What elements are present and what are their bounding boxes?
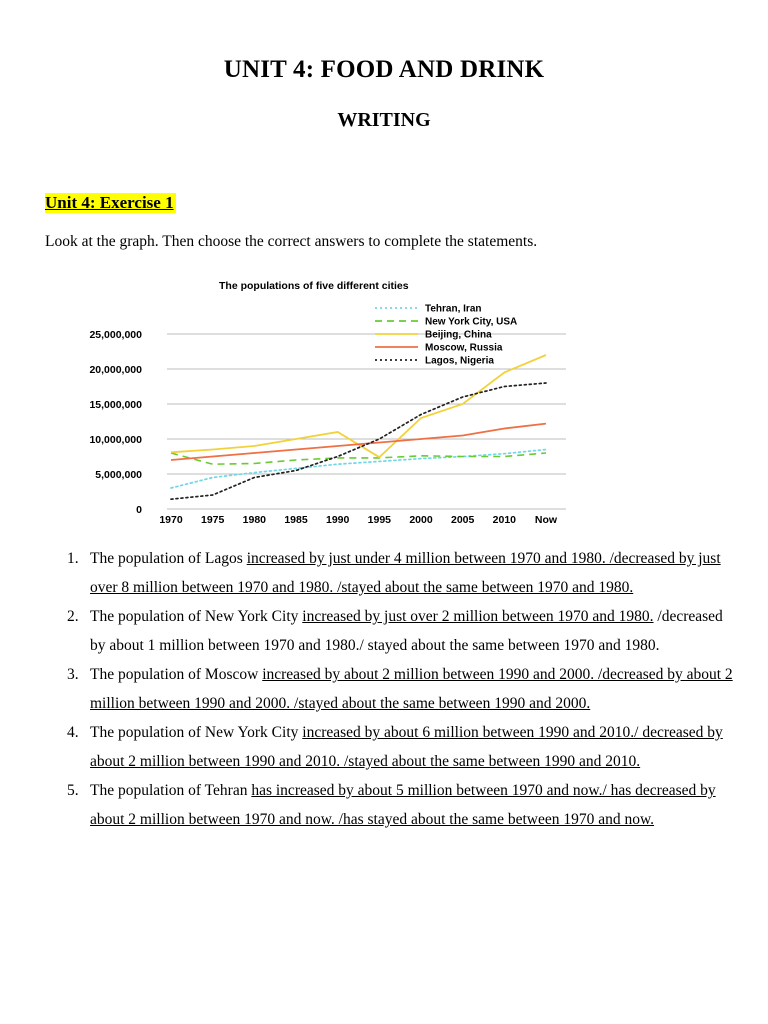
question-number: 2. (67, 608, 79, 625)
y-tick-label: 10,000,000 (89, 434, 142, 446)
legend-label: Moscow, Russia (425, 342, 503, 354)
question-item (45, 776, 735, 834)
question-prompt: The population of New York City (90, 608, 303, 625)
question-prompt: The population of New York City (90, 724, 303, 741)
x-tick-label: 2005 (450, 514, 475, 526)
y-tick-label: 25,000,000 (89, 329, 142, 341)
question-item (45, 544, 735, 602)
x-tick-label: 1980 (242, 514, 267, 526)
question-number: 3. (67, 666, 79, 683)
question-prompt: The population of Tehran (90, 782, 252, 799)
x-tick-label: 1975 (200, 514, 225, 526)
series-line (171, 355, 546, 457)
answer-options: increased by about 6 million between 1990 and 2010./ decreased by about 2 million between 1990 and 2010. /stayed about the same between 1990 and 2010. (90, 724, 723, 770)
question-item (45, 602, 735, 660)
chart-gridlines (167, 334, 566, 509)
x-axis-ticks (159, 514, 558, 526)
y-tick-label: 0 (136, 504, 142, 516)
question-prompt: The population of Lagos (90, 550, 247, 567)
answer-options-rest: /decreased by about 1 million between 1970 and 1980./ stayed about the same between 1970 and 1980. (90, 608, 723, 654)
legend-label: Lagos, Nigeria (425, 355, 494, 367)
legend-label: New York City, USA (425, 316, 518, 328)
chart-title: The populations of five different cities (219, 280, 409, 292)
question-list (45, 544, 735, 834)
y-tick-label: 5,000,000 (95, 469, 142, 481)
question-item (45, 660, 735, 718)
legend-label: Tehran, Iran (425, 303, 482, 315)
page-title: UNIT 4: FOOD AND DRINK (223, 56, 545, 83)
x-tick-label: 2000 (409, 514, 433, 526)
y-axis-ticks (89, 329, 142, 516)
y-tick-label: 15,000,000 (89, 399, 142, 411)
answer-options: increased by about 2 million between 1990 and 2000. /decreased by about 2 million between 1990 and 2000. /stayed about the same between 1990 and 2000. (90, 666, 733, 712)
question-number: 5. (67, 782, 79, 799)
y-tick-label: 20,000,000 (89, 364, 142, 376)
x-tick-label: 2010 (492, 514, 517, 526)
answer-options: increased by just over 2 million between 1970 and 1980. (302, 608, 654, 625)
x-tick-label: Now (534, 514, 558, 526)
x-tick-label: 1995 (367, 514, 392, 526)
question-number: 1. (67, 550, 79, 567)
legend-label: Beijing, China (425, 329, 492, 341)
chart-series-lines (171, 355, 546, 499)
question-number: 4. (67, 724, 79, 741)
x-tick-label: 1985 (284, 514, 308, 526)
question-prompt: The population of Moscow (90, 666, 263, 683)
x-tick-label: 1970 (159, 514, 183, 526)
exercise-instruction: Look at the graph. Then choose the correct answers to complete the statements. (45, 233, 538, 250)
x-tick-label: 1990 (325, 514, 350, 526)
page-subtitle: WRITING (337, 109, 431, 131)
question-item (45, 718, 735, 776)
series-line (171, 383, 546, 499)
answer-options: has increased by about 5 million between 1970 and now./ has decreased by about 2 million between 1970 and now. /has stayed about the same between 1970 and now. (90, 782, 716, 828)
population-line-chart (70, 270, 610, 532)
answer-options: increased by just under 4 million between 1970 and 1980. /decreased by just over 8 million between 1970 and 1980. /stayed about the same between 1970 and 1980. (90, 550, 721, 596)
chart-legend (375, 304, 517, 367)
exercise-heading: Unit 4: Exercise 1 (45, 193, 174, 212)
